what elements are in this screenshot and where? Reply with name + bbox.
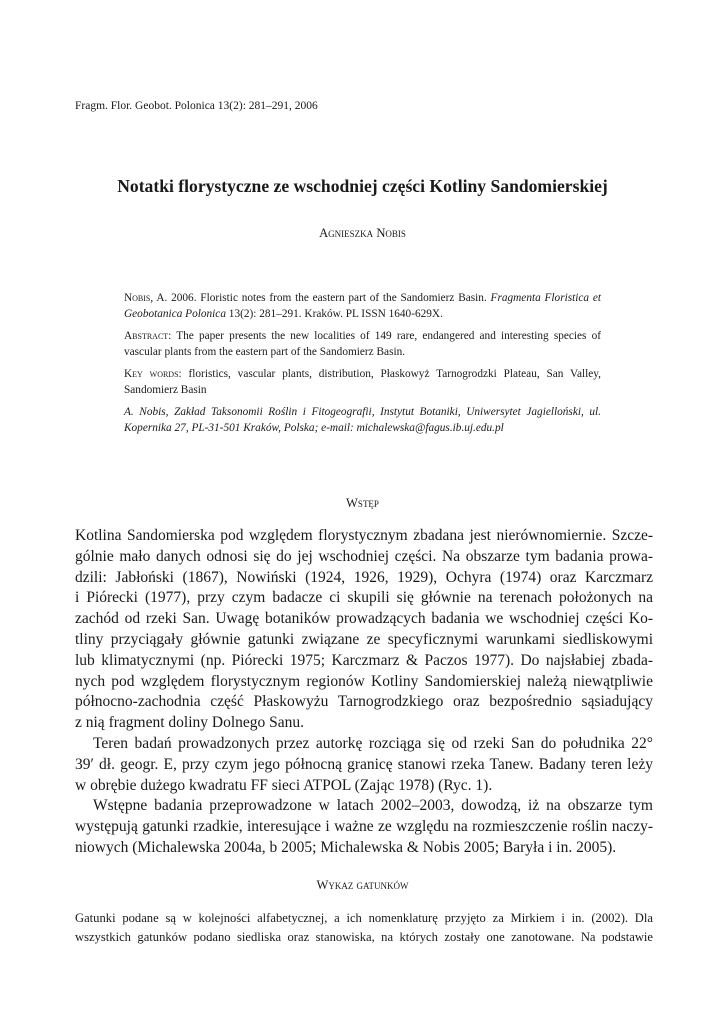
intro-paragraphs: [75, 526, 653, 859]
section-heading-intro: Wstęp: [346, 496, 379, 510]
abstract-text: : The paper presents the new localities of 149 rare, endangered and interesting species of vascular plants from the eastern part of the Sandomierz Basin.: [124, 330, 601, 358]
text-line: z nią fragment doliny Dolnego Sanu.: [75, 714, 305, 732]
text-line: lub klimatycznymi (np. Piórecki 1975; Karczmarz & Paczos 1977). Do najsłabiej zbada-: [75, 651, 653, 669]
text-line: 39′ dł. geogr. E, przy czym jego północną granicę stanowi rzeka Tanew. Badany teren leży: [75, 755, 653, 773]
text-line: i Piórecki (1977), przy czym badacze ci skupili się głównie na terenach położonych na: [75, 589, 653, 607]
text-line: wszystkich gatunków podano siedliska oraz stanowiska, na których zostały one zanotowane. Na podstawie: [75, 929, 653, 944]
article-author: Agnieszka Nobis: [319, 226, 406, 240]
citation-author: Nobis: [124, 292, 151, 304]
text-line: nych pod względem florystycznym regionów Kotliny Sandomierskiej należą niewątpliwie: [75, 672, 653, 690]
text-line: Gatunki podane są w kolejności alfabetycznej, a ich nomenklaturę przyjęto za Mirkiem i in. (2002). Dla: [75, 911, 653, 925]
keywords: [124, 367, 601, 398]
author-address: [124, 405, 601, 436]
bibliographic-citation: [124, 291, 601, 322]
author-address-text: A. Nobis, Zakład Taksonomii Roślin i Fitogeografii, Instytut Botaniki, Uniwersytet Jagielloński, ul. Kopernika 27, PL-31-501 Kraków, Polska; e-mail: michalewska@fagus.ib.uj.edu.pl: [124, 406, 601, 434]
text-line: dzili: Jabłoński (1867), Nowiński (1924, 1926, 1929), Ochyra (1974) oraz Karczmarz: [75, 568, 653, 586]
text-line: w obrębie dużego kwadratu FF sieci ATPOL (Zając 1978) (Ryc. 1).: [75, 776, 493, 794]
citation-text: , A. 2006. Floristic notes from the eastern part of the Sandomierz Basin.: [150, 292, 491, 304]
text-line: Kotlina Sandomierska pod względem florystycznym zbadana jest nierównomiernie. Szcze-: [75, 527, 653, 544]
citation-journal: Fragmenta Floristica et Geobotanica Polonica: [124, 292, 602, 320]
keywords-label: Key words: [124, 368, 179, 380]
text-line: północno-zachodnia część Płaskowyżu Tarnogrodzkiego oraz bezpośrednio sąsiadujący: [75, 693, 653, 711]
species-list-intro: [75, 909, 653, 946]
citation-rest: 13(2): 281–291. Kraków. PL ISSN 1640-629X.: [225, 307, 443, 320]
text-line: gólnie mało danych odnosi się do jej wschodniej części. Na obszarze tym badania prowa-: [75, 547, 653, 565]
text-line: zachód od rzeki San. Uwagę botaników prowadzących badania we wschodniej części Ko-: [75, 610, 653, 628]
abstract: [124, 329, 601, 360]
text-line: Wstępne badania przeprowadzone w latach 2002–2003, dowodzą, iż na obszarze tym: [93, 797, 653, 815]
text-line: Teren badań prowadzonych przez autorkę rozciąga się od rzeki San do południka 22°: [93, 734, 653, 752]
keywords-text: : floristics, vascular plants, distribution, Płaskowyż Tarnogrodzki Plateau, San Valley, Sandomierz Basin: [124, 368, 602, 396]
text-line: niowych (Michalewska 2004a, b 2005; Michalewska & Nobis 2005; Baryła i in. 2005).: [75, 838, 617, 856]
text-line: występują gatunki rzadkie, interesujące i ważne ze względu na rozmieszczenie roślin naczy-: [75, 818, 653, 836]
journal-citation-header: Fragm. Flor. Geobot. Polonica 13(2): 281–291, 2006: [75, 100, 318, 112]
article-title: Notatki florystyczne ze wschodniej części Kotliny Sandomierskiej: [117, 176, 608, 196]
section-heading-species-list: Wykaz gatunków: [316, 878, 409, 892]
text-line: tliny przyciągały głównie gatunki związane ze specyficznymi warunkami siedliskowymi: [75, 630, 653, 648]
abstract-label: Abstract: [124, 330, 169, 342]
